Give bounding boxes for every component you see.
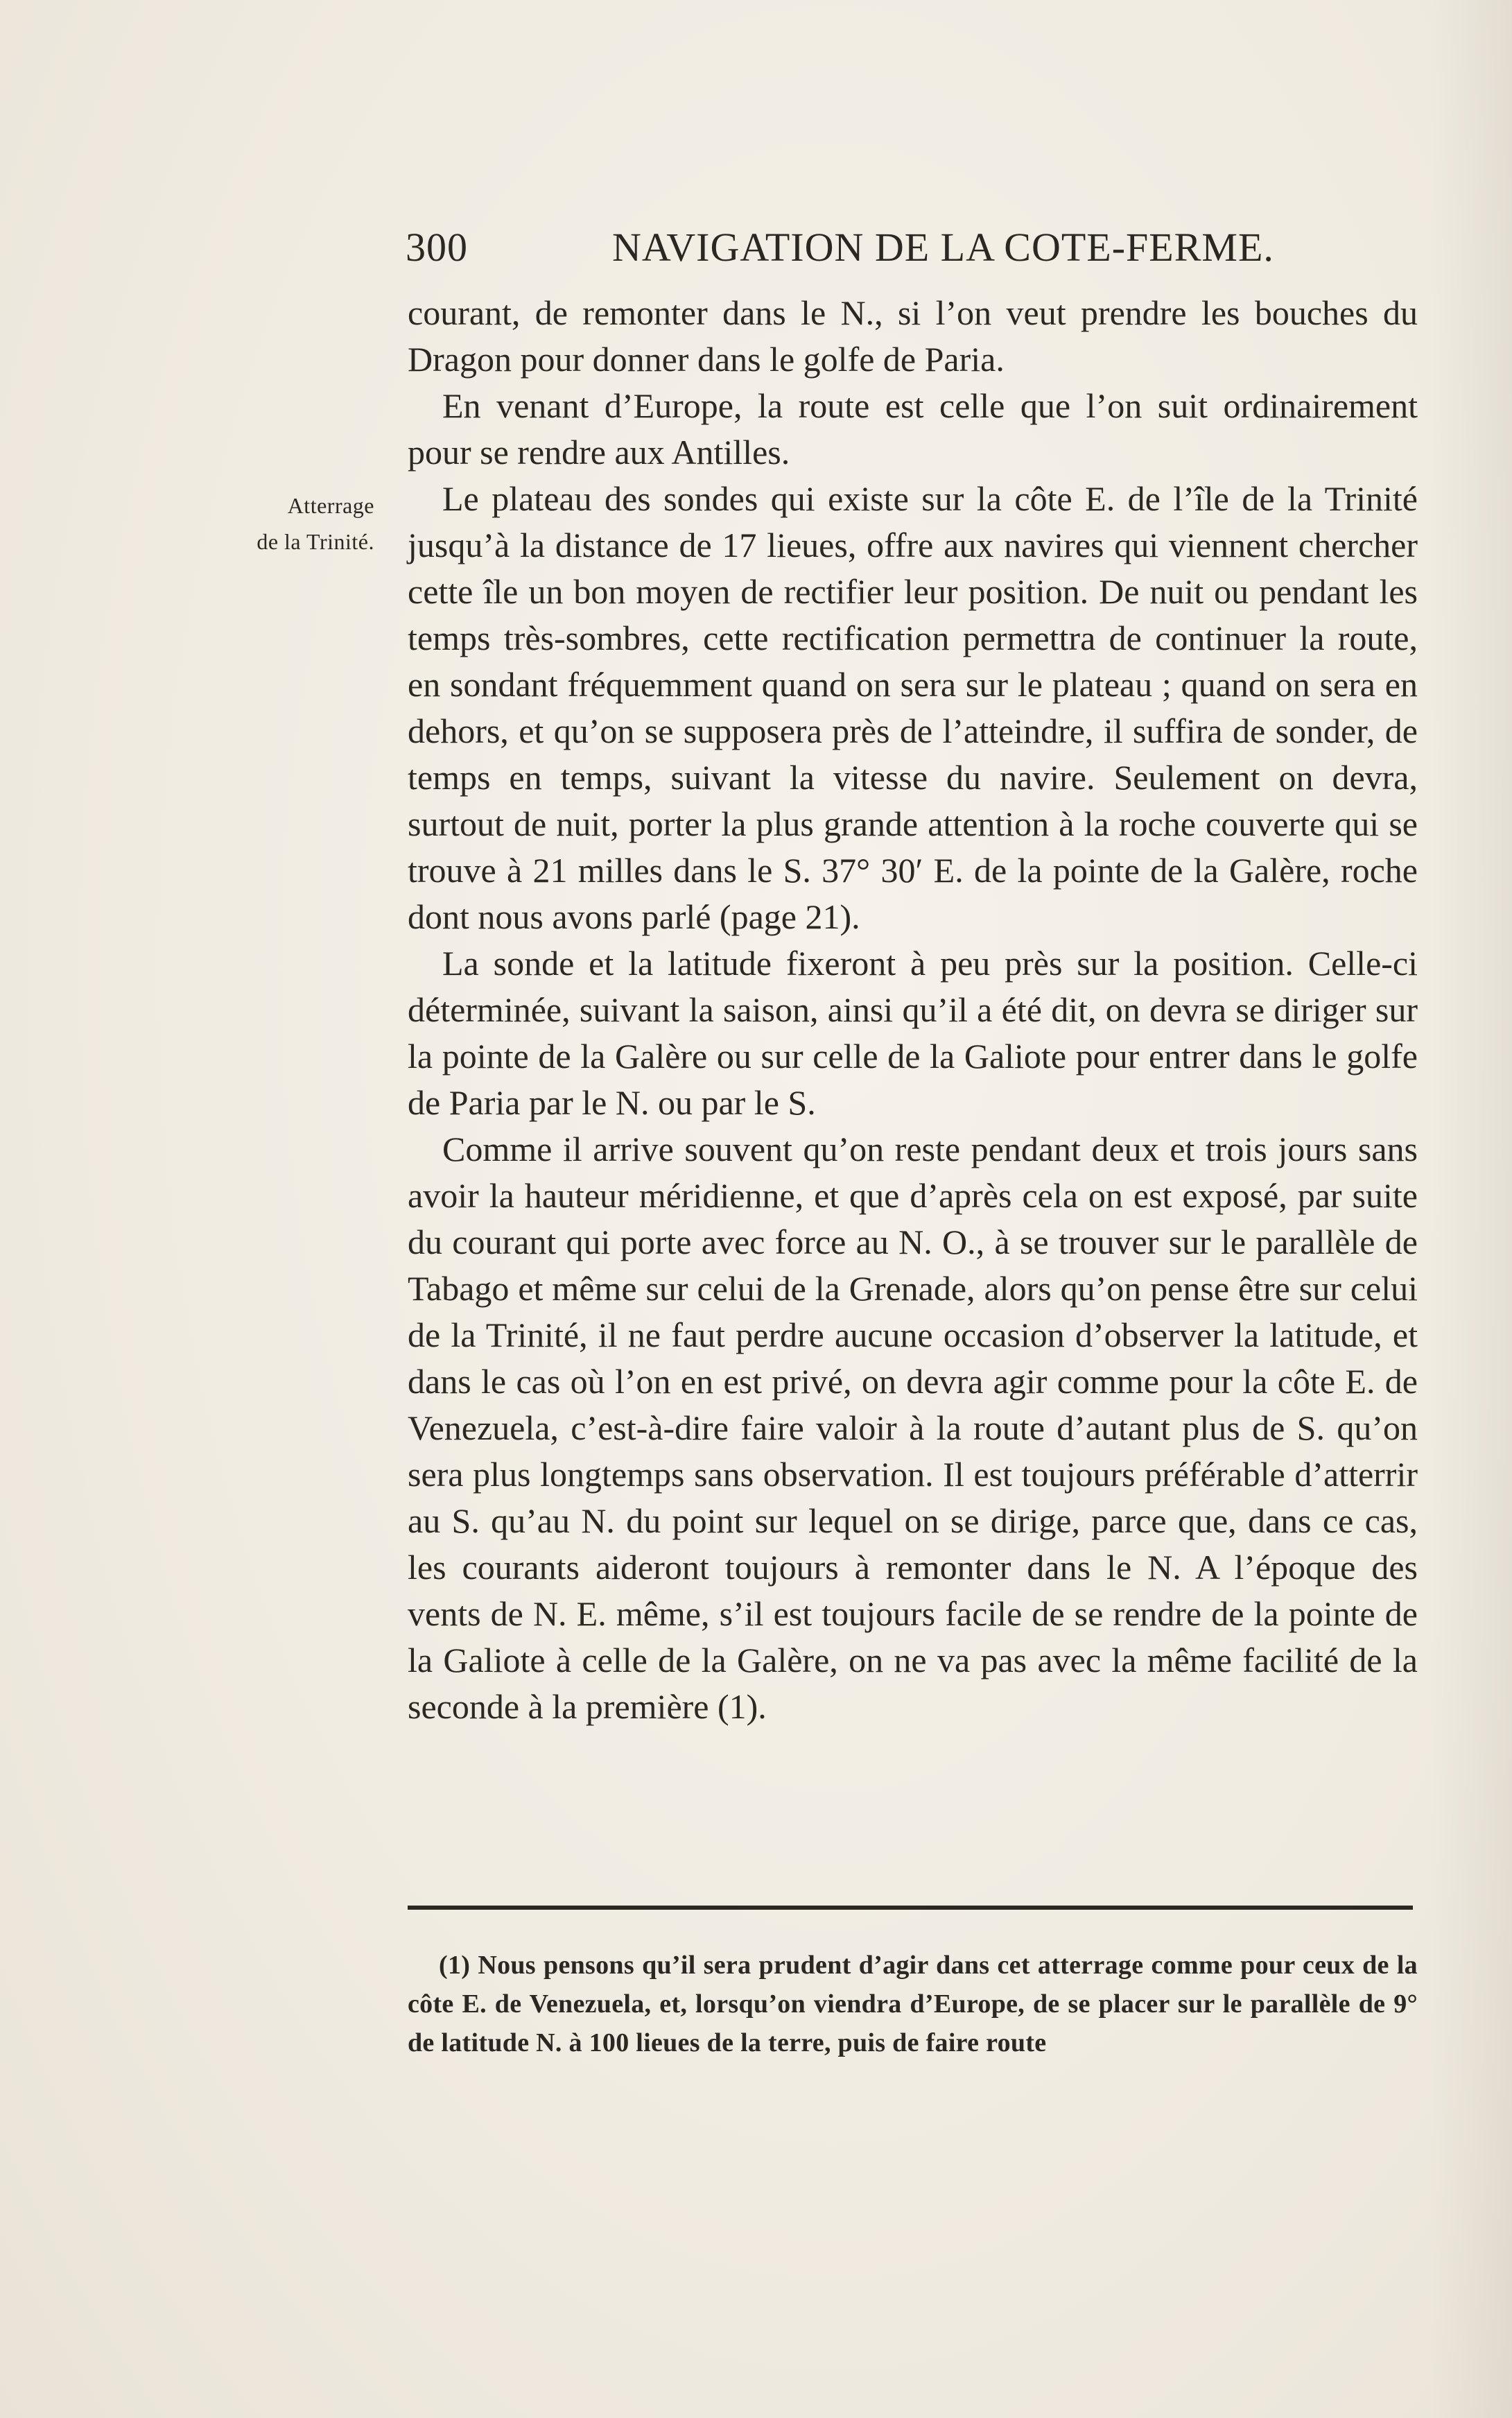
page-number: 300 <box>406 225 468 270</box>
paragraph: Comme il arrive souvent qu’on reste pendant deux et trois jours sans avoir la hauteur méridienne, et que d’après cela on est exposé, par suite du courant qui porte avec force au N. O., à se trouver sur le parallèle de Tabago et même sur celui de la Grenade, alors qu’on pense être sur celui de la Trinité, il ne faut perdre aucune occasion d’observer la latitude, et dans le cas où l’on en est privé, on devra agir comme pour la côte E. de Venezuela, c’est-à-dire faire valoir à la route d’autant plus de S. qu’on sera plus longtemps sans observation. Il est toujours préférable d’atterrir au S. qu’au N. du point sur lequel on se dirige, parce que, dans ce cas, les courants aideront toujours à remonter dans le N. A l’époque des vents de N. E. même, s’il est toujours facile de se rendre de la pointe de la Galiote à celle de la Galère, on ne va pas avec la même facilité de la seconde à la première (1). <box>408 1130 1418 1726</box>
margin-note-line-1: Atterrage <box>287 493 374 518</box>
body-text <box>408 290 1418 1730</box>
running-title: NAVIGATION DE LA COTE-FERME. <box>612 225 1274 270</box>
paragraph: La sonde et la latitude fixeront à peu près sur la position. Celle-ci déterminée, suivant la saison, ainsi qu’il a été dit, on devra se diriger sur la pointe de la Galère ou sur celle de la Galiote pour entrer dans le golfe de Paria par le N. ou par le S. <box>408 944 1418 1122</box>
running-header <box>406 223 1418 272</box>
margin-note <box>208 487 374 560</box>
page-edge-shadow <box>1429 0 1512 2418</box>
paragraph-continuation: courant, de remonter dans le N., si l’on veut prendre les bouches du Dragon pour donner dans le golfe de Paria. <box>408 293 1418 379</box>
paragraph: Le plateau des sondes qui existe sur la côte E. de l’île de la Trinité jusqu’à la distance de 17 lieues, offre aux navires qui viennent chercher cette île un bon moyen de rectifier leur position. De nuit ou pendant les temps très-sombres, cette rectification permettra de continuer la route, en sondant fréquemment quand on sera sur le plateau ; quand on sera en dehors, et qu’on se supposera près de l’atteindre, il suffira de sonder, de temps en temps, suivant la vitesse du navire. Seulement on devra, surtout de nuit, porter la plus grande attention à la roche couverte qui se trouve à 21 milles dans le S. 37° 30′ E. de la pointe de la Galère, roche dont nous avons parlé (page 21). <box>408 479 1418 936</box>
footnote-divider <box>408 1906 1413 1910</box>
margin-note-line-2: de la Trinité. <box>257 529 374 554</box>
footnote: (1) Nous pensons qu’il sera prudent d’agir dans cet atterrage comme pour ceux de la côte E. de Venezuela, et, lorsqu’on viendra d’Europe, de se placer sur le parallèle de 9° de latitude N. à 100 lieues de la terre, puis de faire route <box>408 1951 1418 2057</box>
paragraph: En venant d’Europe, la route est celle que l’on suit ordinairement pour se rendre aux Antilles. <box>408 386 1418 472</box>
